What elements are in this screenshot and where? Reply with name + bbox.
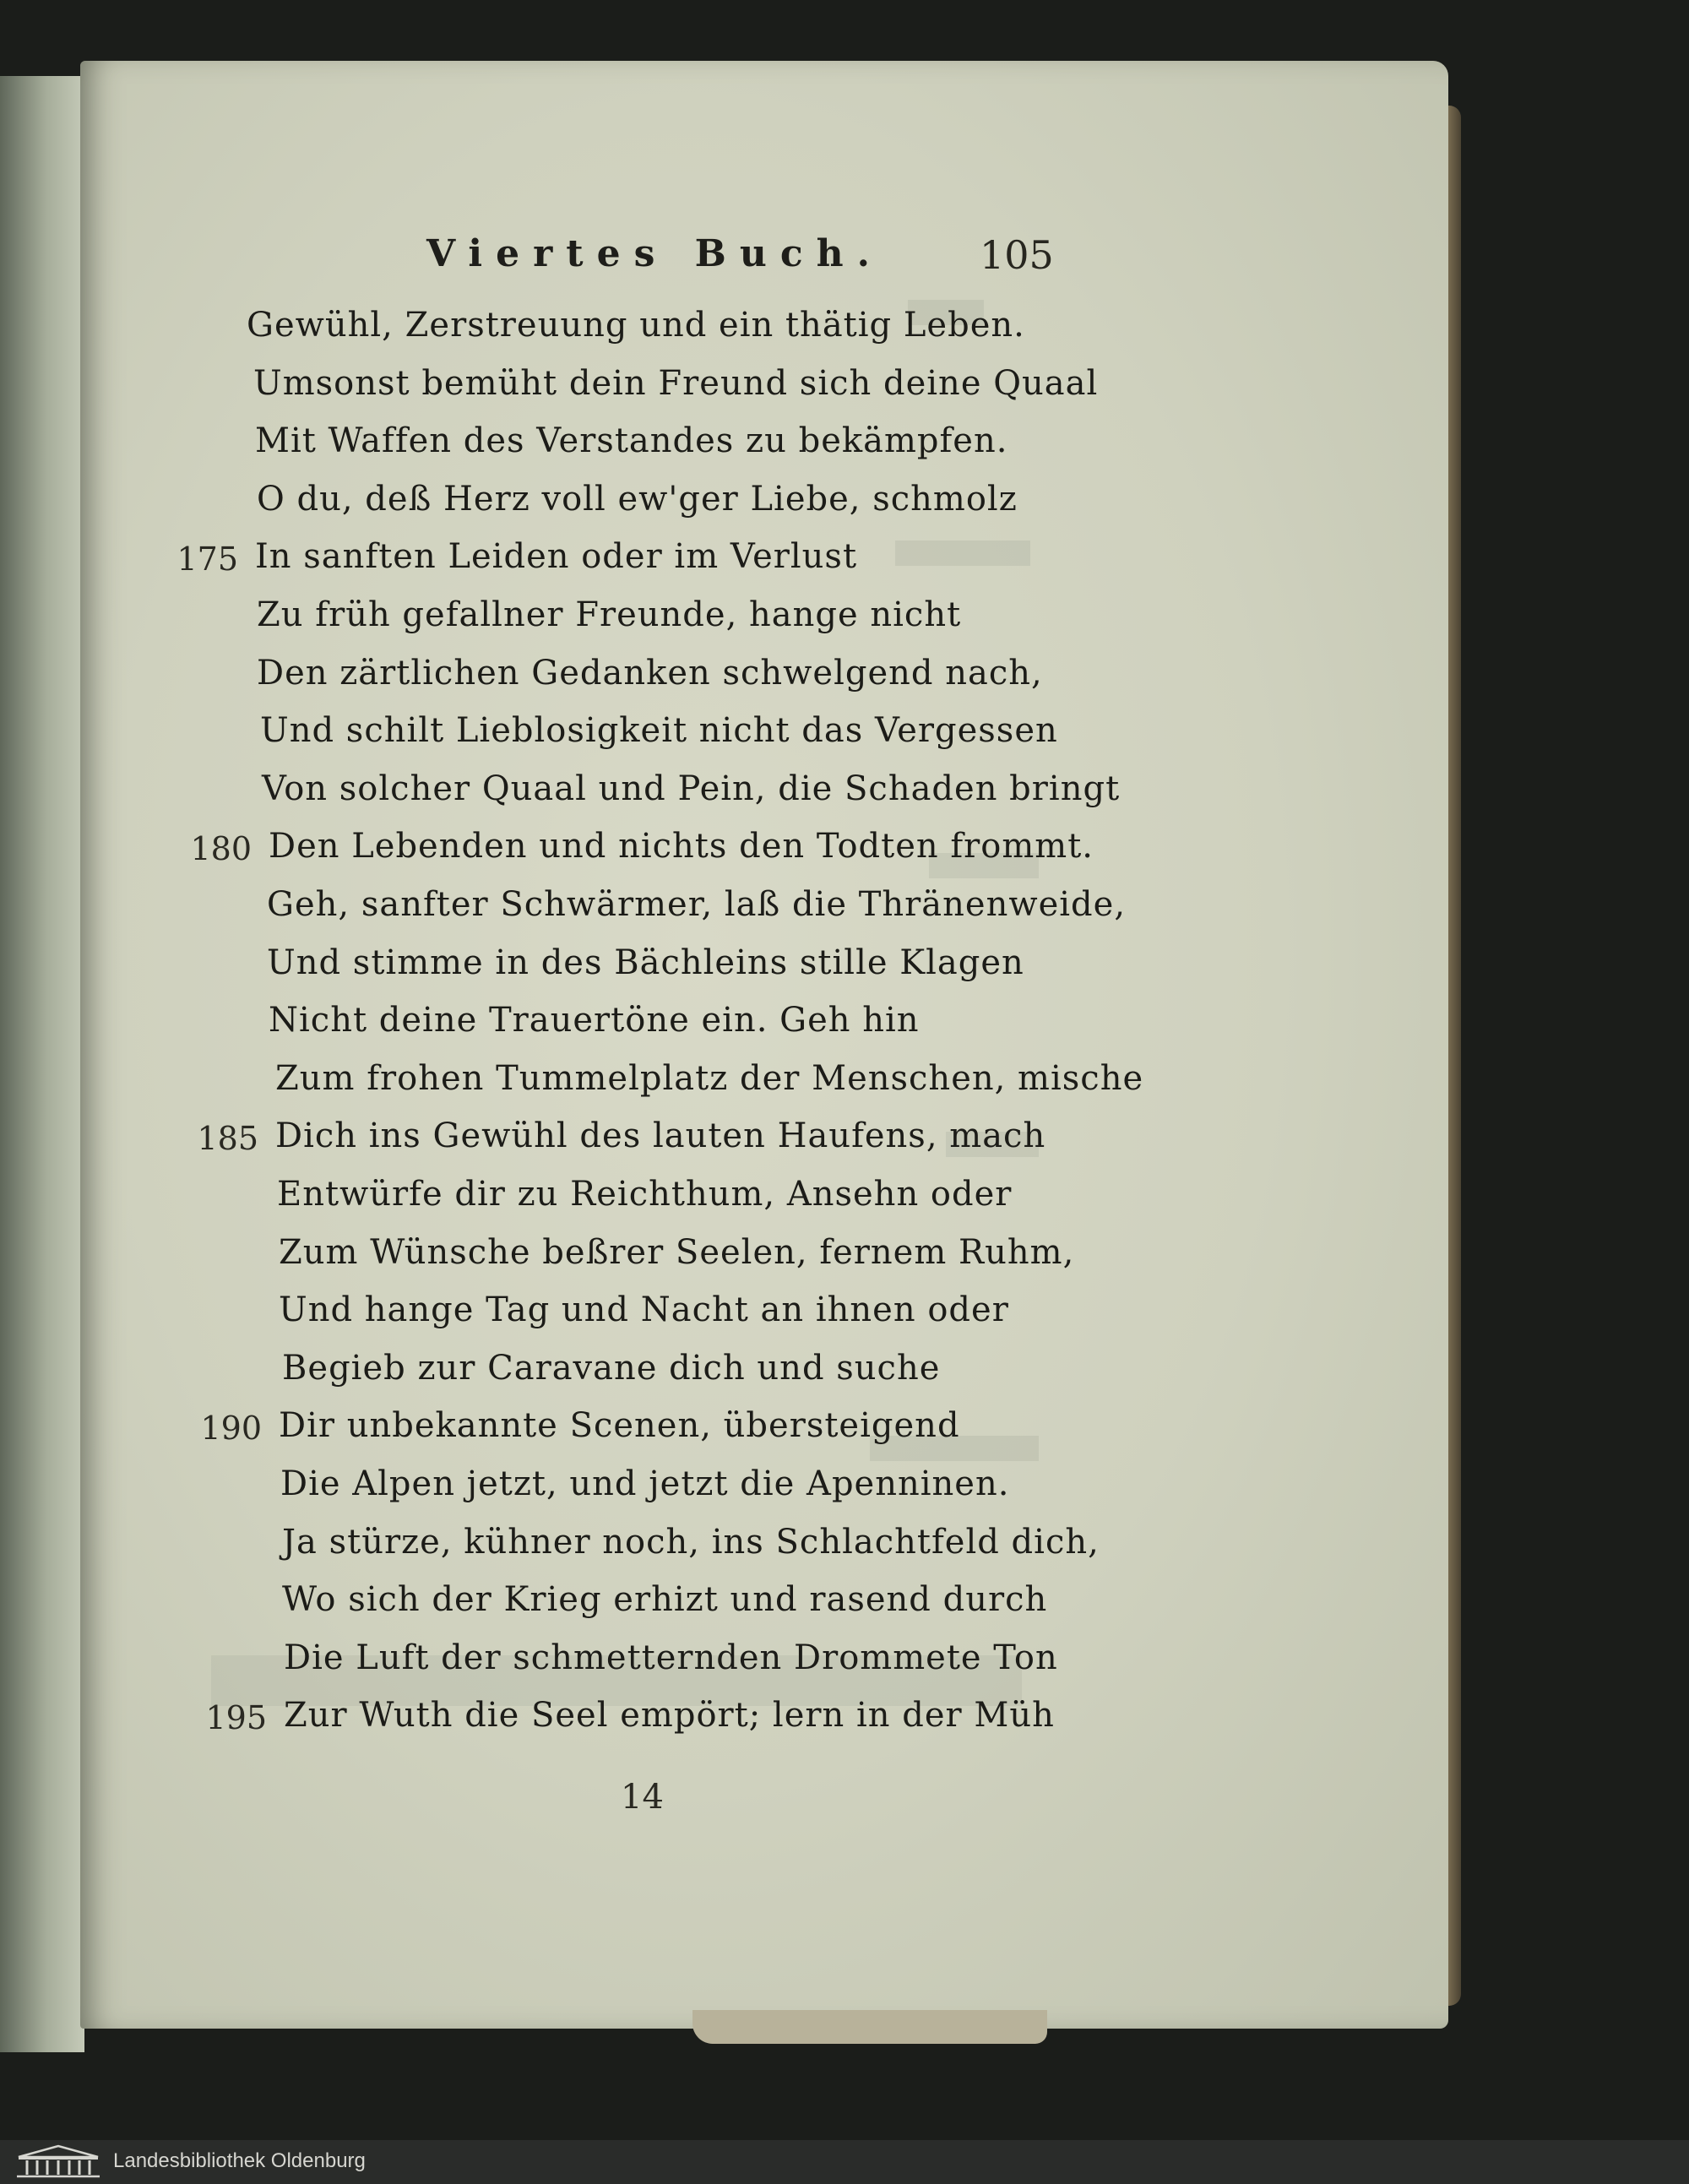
line-number: 175 <box>177 541 238 579</box>
library-building-icon <box>12 2143 105 2179</box>
page-number: 105 <box>980 232 1054 278</box>
poem-line: Wo sich der Krieg erhizt und rasend durch <box>282 1580 1048 1620</box>
torn-bottom-edge <box>692 2010 1047 2044</box>
poem-line: Geh, sanfter Schwärmer, laß die Thränenweide, <box>267 885 1127 924</box>
bleed-through-mark <box>895 541 1030 566</box>
poem-line: Und stimme in des Bächleins stille Klagen <box>267 943 1024 982</box>
poem-line: Begieb zur Caravane dich und suche <box>282 1348 941 1388</box>
signature-mark: 14 <box>621 1778 664 1817</box>
running-header: Viertes Buch. <box>426 232 883 275</box>
line-number: 180 <box>190 830 252 868</box>
poem-line: O du, deß Herz voll ew'ger Liebe, schmolz <box>257 479 1018 519</box>
poem-line: Die Luft der schmetternden Drommete Ton <box>284 1638 1058 1677</box>
line-number: 190 <box>200 1410 262 1448</box>
poem-line: Nicht deine Trauertöne ein. Geh hin <box>269 1001 920 1040</box>
poem-line: Umsonst bemüht dein Freund sich deine Quaal <box>253 363 1099 403</box>
poem-line: Den Lebenden und nichts den Todten frommt. <box>269 827 1094 867</box>
poem-line: In sanften Leiden oder im Verlust <box>255 537 858 577</box>
poem-line: Von solcher Quaal und Pein, die Schaden bringt <box>262 769 1121 808</box>
line-number: 195 <box>205 1699 267 1737</box>
poem-line: Den zärtlichen Gedanken schwelgend nach, <box>257 653 1043 693</box>
poem-line: Ja stürze, kühner noch, ins Schlachtfeld dich, <box>282 1522 1100 1562</box>
poem-line: Gewühl, Zerstreuung und ein thätig Leben. <box>247 306 1025 345</box>
poem-line: Zum Wünsche beßrer Seelen, fernem Ruhm, <box>279 1232 1075 1272</box>
line-number: 185 <box>197 1120 258 1158</box>
poem-line: Entwürfe dir zu Reichthum, Ansehn oder <box>277 1175 1013 1214</box>
poem-line: Und schilt Lieblosigkeit nicht das Vergessen <box>260 711 1058 751</box>
poem-line: Dich ins Gewühl des lauten Haufens, mach <box>275 1116 1046 1156</box>
left-page-edge <box>0 76 84 2052</box>
poem-line: Zu früh gefallner Freunde, hange nicht <box>257 595 962 634</box>
poem-line: Zum frohen Tummelplatz der Menschen, mische <box>275 1058 1144 1098</box>
poem-line: Dir unbekannte Scenen, übersteigend <box>279 1406 960 1446</box>
poem-line: Die Alpen jetzt, und jetzt die Apenninen. <box>280 1464 1010 1503</box>
library-name: Landesbibliothek Oldenburg <box>113 2149 366 2172</box>
poem-line: Und hange Tag und Nacht an ihnen oder <box>279 1290 1009 1330</box>
poem-line: Mit Waffen des Verstandes zu bekämpfen. <box>255 421 1008 461</box>
poem-line: Zur Wuth die Seel empört; lern in der Müh <box>284 1696 1055 1736</box>
